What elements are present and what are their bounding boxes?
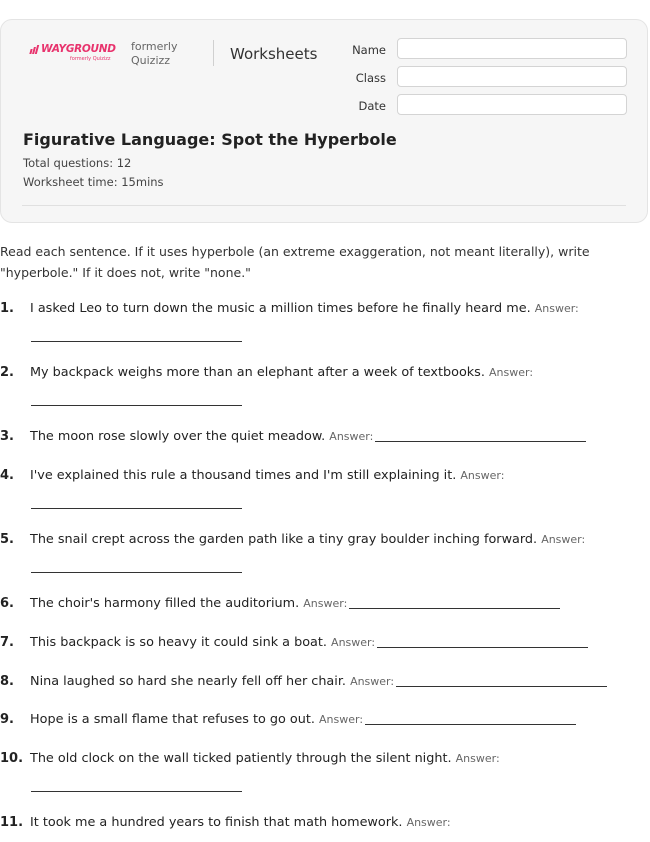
date-field[interactable] <box>397 94 627 115</box>
answer-line[interactable] <box>31 405 242 406</box>
question-item <box>30 301 579 316</box>
wayground-logo <box>30 43 118 62</box>
answer-label: Answer: <box>541 533 586 546</box>
question-number: 10. <box>0 751 24 766</box>
total-questions: Total questions: 12 <box>23 156 132 170</box>
question-item <box>30 468 504 483</box>
answer-line[interactable] <box>377 646 588 648</box>
name-label: Name <box>352 43 386 57</box>
question-text: The old clock on the wall ticked patiently through the silent night. <box>30 751 452 766</box>
instructions: Read each sentence. If it uses hyperbole (an extreme exaggeration, not meant literally), write "hyperbole." If it does not, write "none." <box>0 244 590 280</box>
question-text: I asked Leo to turn down the music a million times before he finally heard me. <box>30 301 531 316</box>
question-item <box>30 429 586 444</box>
question-text: Nina laughed so hard she nearly fell off her chair. <box>30 674 346 689</box>
question-number: 7. <box>0 635 14 650</box>
question-number: 11. <box>0 815 24 830</box>
date-label: Date <box>358 99 386 113</box>
question-item <box>30 532 585 547</box>
question-item <box>30 751 500 766</box>
section-title: Worksheets <box>230 45 318 63</box>
question-item <box>30 674 607 689</box>
answer-line[interactable] <box>365 723 576 725</box>
answer-line[interactable] <box>375 440 586 442</box>
answer-label: Answer: <box>329 430 374 443</box>
question-text: This backpack is so heavy it could sink a boat. <box>30 635 327 650</box>
answer-label: Answer: <box>534 302 579 315</box>
answer-label: Answer: <box>455 752 500 765</box>
question-item <box>30 712 576 727</box>
answer-line[interactable] <box>31 341 242 342</box>
answer-line[interactable] <box>349 607 560 609</box>
question-number: 9. <box>0 712 14 727</box>
question-item <box>30 596 560 611</box>
question-text: My backpack weighs more than an elephant after a week of textbooks. <box>30 365 485 380</box>
question-text: I've explained this rule a thousand times and I'm still explaining it. <box>30 468 457 483</box>
formerly-quizizz-note <box>131 40 178 68</box>
answer-line[interactable] <box>31 791 242 792</box>
question-item <box>30 365 533 380</box>
question-number: 8. <box>0 674 14 689</box>
answer-label: Answer: <box>303 597 348 610</box>
logo-mark-icon <box>30 45 38 54</box>
worksheet-title: Figurative Language: Spot the Hyperbole <box>23 130 397 149</box>
answer-label: Answer: <box>331 636 376 649</box>
question-number: 3. <box>0 429 14 444</box>
formerly-text: formerly <box>131 40 178 53</box>
question-number: 6. <box>0 596 14 611</box>
question-number: 5. <box>0 532 14 547</box>
worksheet-time: Worksheet time: 15mins <box>23 175 164 189</box>
question-item <box>30 635 588 650</box>
answer-label: Answer: <box>406 816 451 829</box>
logo-wordmark: WAYGROUND <box>41 43 116 55</box>
quizizz-text: Quizizz <box>131 54 171 67</box>
answer-label: Answer: <box>350 675 395 688</box>
answer-line[interactable] <box>31 508 242 509</box>
question-text: The snail crept across the garden path like a tiny gray boulder inching forward. <box>30 532 538 547</box>
header-divider <box>213 40 214 66</box>
class-field[interactable] <box>397 66 627 87</box>
answer-label: Answer: <box>460 469 505 482</box>
question-text: Hope is a small flame that refuses to go out. <box>30 712 315 727</box>
answer-label: Answer: <box>489 366 534 379</box>
question-number: 2. <box>0 365 14 380</box>
answer-label: Answer: <box>319 713 364 726</box>
answer-line[interactable] <box>396 685 607 687</box>
header-rule <box>22 205 626 206</box>
question-number: 4. <box>0 468 14 483</box>
logo-subtitle: formerly Quizizz <box>70 56 111 62</box>
answer-line[interactable] <box>31 572 242 573</box>
class-label: Class <box>355 71 386 85</box>
question-number: 1. <box>0 301 14 316</box>
name-field[interactable] <box>397 38 627 59</box>
question-text: It took me a hundred years to finish that math homework. <box>30 815 403 830</box>
question-text: The choir's harmony filled the auditorium. <box>30 596 300 611</box>
question-item <box>30 815 451 830</box>
question-text: The moon rose slowly over the quiet meadow. <box>30 429 326 444</box>
